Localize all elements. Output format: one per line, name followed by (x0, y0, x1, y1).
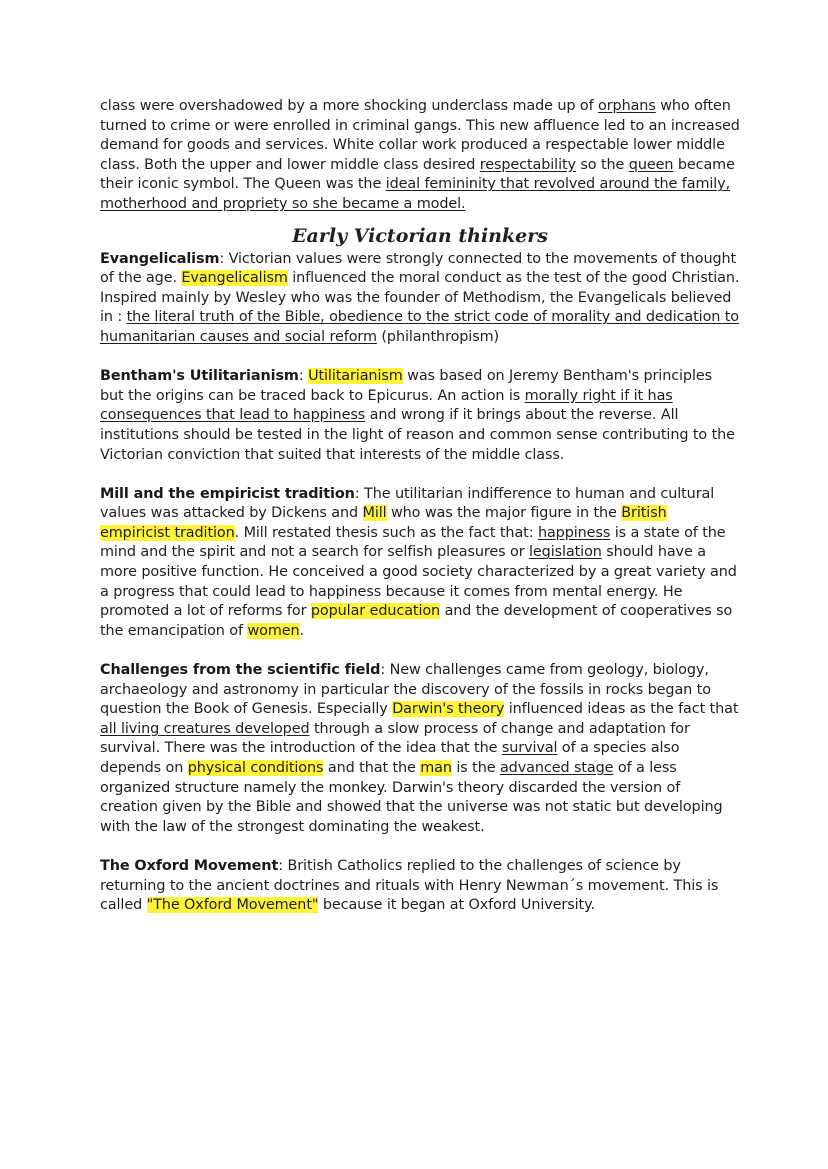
text: : The utilitarian indifference to human and cultural values was attacked by Dickens and (100, 485, 715, 522)
paragraph-label: Evangelicalism (100, 250, 220, 267)
highlighted-text: popular education (310, 603, 441, 620)
highlighted-text: "The Oxford Movement" (146, 897, 319, 914)
underlined-text: survival (501, 740, 558, 757)
text: and the development of cooperatives so the emancipation of (100, 603, 733, 639)
paragraph-label: Challenges from the scientific field (100, 662, 381, 679)
text: : Victorian values were strongly connected to the movements of thought of the age. (100, 250, 737, 287)
text: : British Catholics replied to the challenges of science by returning to the ancient doctrines and rituals with Henry Newman´s movement. This is called (100, 857, 719, 914)
underlined-text: morally right if it has consequences that lead to happiness (100, 387, 673, 424)
text: : (298, 368, 309, 385)
highlighted-text: Mill (362, 505, 387, 522)
underlined-text: all living creatures developed (100, 720, 310, 737)
underlined-text: orphans (598, 98, 656, 114)
text: should have a more positive function. He conceived a good society characterized by a great variety and a progress that could lead to happiness because it comes from mental energy. He promoted a lot of reforms for (100, 544, 737, 620)
highlighted-text: women (247, 622, 300, 639)
underlined-text: advanced stage (499, 760, 614, 776)
evangelicalism-paragraph (100, 250, 740, 348)
highlighted-text: man (420, 760, 452, 776)
text: of a species also depends on (100, 740, 680, 776)
underlined-text: ideal femininity that revolved around the family, motherhood and propriety so she became a model. (100, 176, 731, 212)
text: of a less organized structure namely the monkey. Darwin's theory discarded the version of creation given by the Bible and showed that the universe was not static but developing with the law of the strongest dominating the weakest. (100, 760, 723, 835)
text: was based on Jeremy Bentham's principles but the origins can be traced back to Epicurus. An action is (100, 368, 713, 404)
text: influenced ideas as the fact that (504, 701, 739, 718)
underlined-text: happiness (537, 524, 611, 541)
text: through a slow process of change and adaptation for survival. There was the introduction of the idea that the (100, 720, 690, 757)
text: and wrong if it brings about the reverse. All institutions should be tested in the light of reason and common sense contributing to the Victorian conviction that suited that interests of the middle class. (100, 407, 735, 463)
text: and that the (323, 760, 421, 776)
text: became their iconic symbol. The Queen was the (100, 156, 735, 193)
highlighted-text: Darwin's theory (392, 701, 505, 718)
paragraph-label: Bentham's Utilitarianism (100, 368, 299, 385)
highlighted-text: physical conditions (187, 760, 324, 776)
paragraph-label: The Oxford Movement (100, 857, 279, 874)
text: is the (451, 760, 500, 776)
paragraph-label: Mill and the empiricist tradition (100, 485, 355, 502)
text: (philanthropism) (376, 328, 500, 345)
text: because it began at Oxford University. (318, 897, 595, 914)
science-paragraph (100, 661, 740, 837)
bentham-paragraph (100, 367, 740, 465)
text: who often turned to crime or were enrolled in criminal gangs. This new affluence led to an increased demand for goods and services. White collar work produced a respectable lower middle class. Both the upper and lower middle class desired (100, 98, 740, 173)
underlined-text: respectability (479, 156, 576, 173)
text: . Mill restated thesis such as the fact that: (234, 524, 538, 541)
text: so the (575, 156, 629, 173)
text: influenced the moral conduct as the test of the good Christian. Inspired mainly by Wesley who was the founder of Methodism, the Evangelicals believed in : (100, 270, 740, 326)
underlined-text: queen (628, 156, 674, 173)
section-heading: Early Victorian thinkers (292, 224, 548, 247)
highlighted-text: British empiricist tradition (100, 505, 667, 541)
text: . (299, 622, 305, 639)
document-page (100, 97, 740, 916)
text: is a state of the mind and the spirit and not a search for selfish pleasures or (100, 524, 726, 561)
oxford-paragraph (100, 857, 740, 916)
mill-paragraph (100, 485, 740, 642)
text: who was the major figure in the (386, 505, 622, 522)
highlighted-text: Evangelicalism (181, 270, 288, 287)
underlined-text: the literal truth of the Bible, obedience to the strict code of morality and dedication to humanitarian causes and social reform (100, 309, 740, 345)
text: class were overshadowed by a more shocking underclass made up of (100, 98, 599, 114)
text: : New challenges came from geology, biology, archaeology and astronomy in particular the discovery of the fossils in rocks began to question the Book of Genesis. Especially (100, 662, 711, 718)
highlighted-text: Utilitarianism (308, 368, 403, 385)
intro-paragraph (100, 97, 740, 215)
underlined-text: legislation (529, 544, 602, 561)
